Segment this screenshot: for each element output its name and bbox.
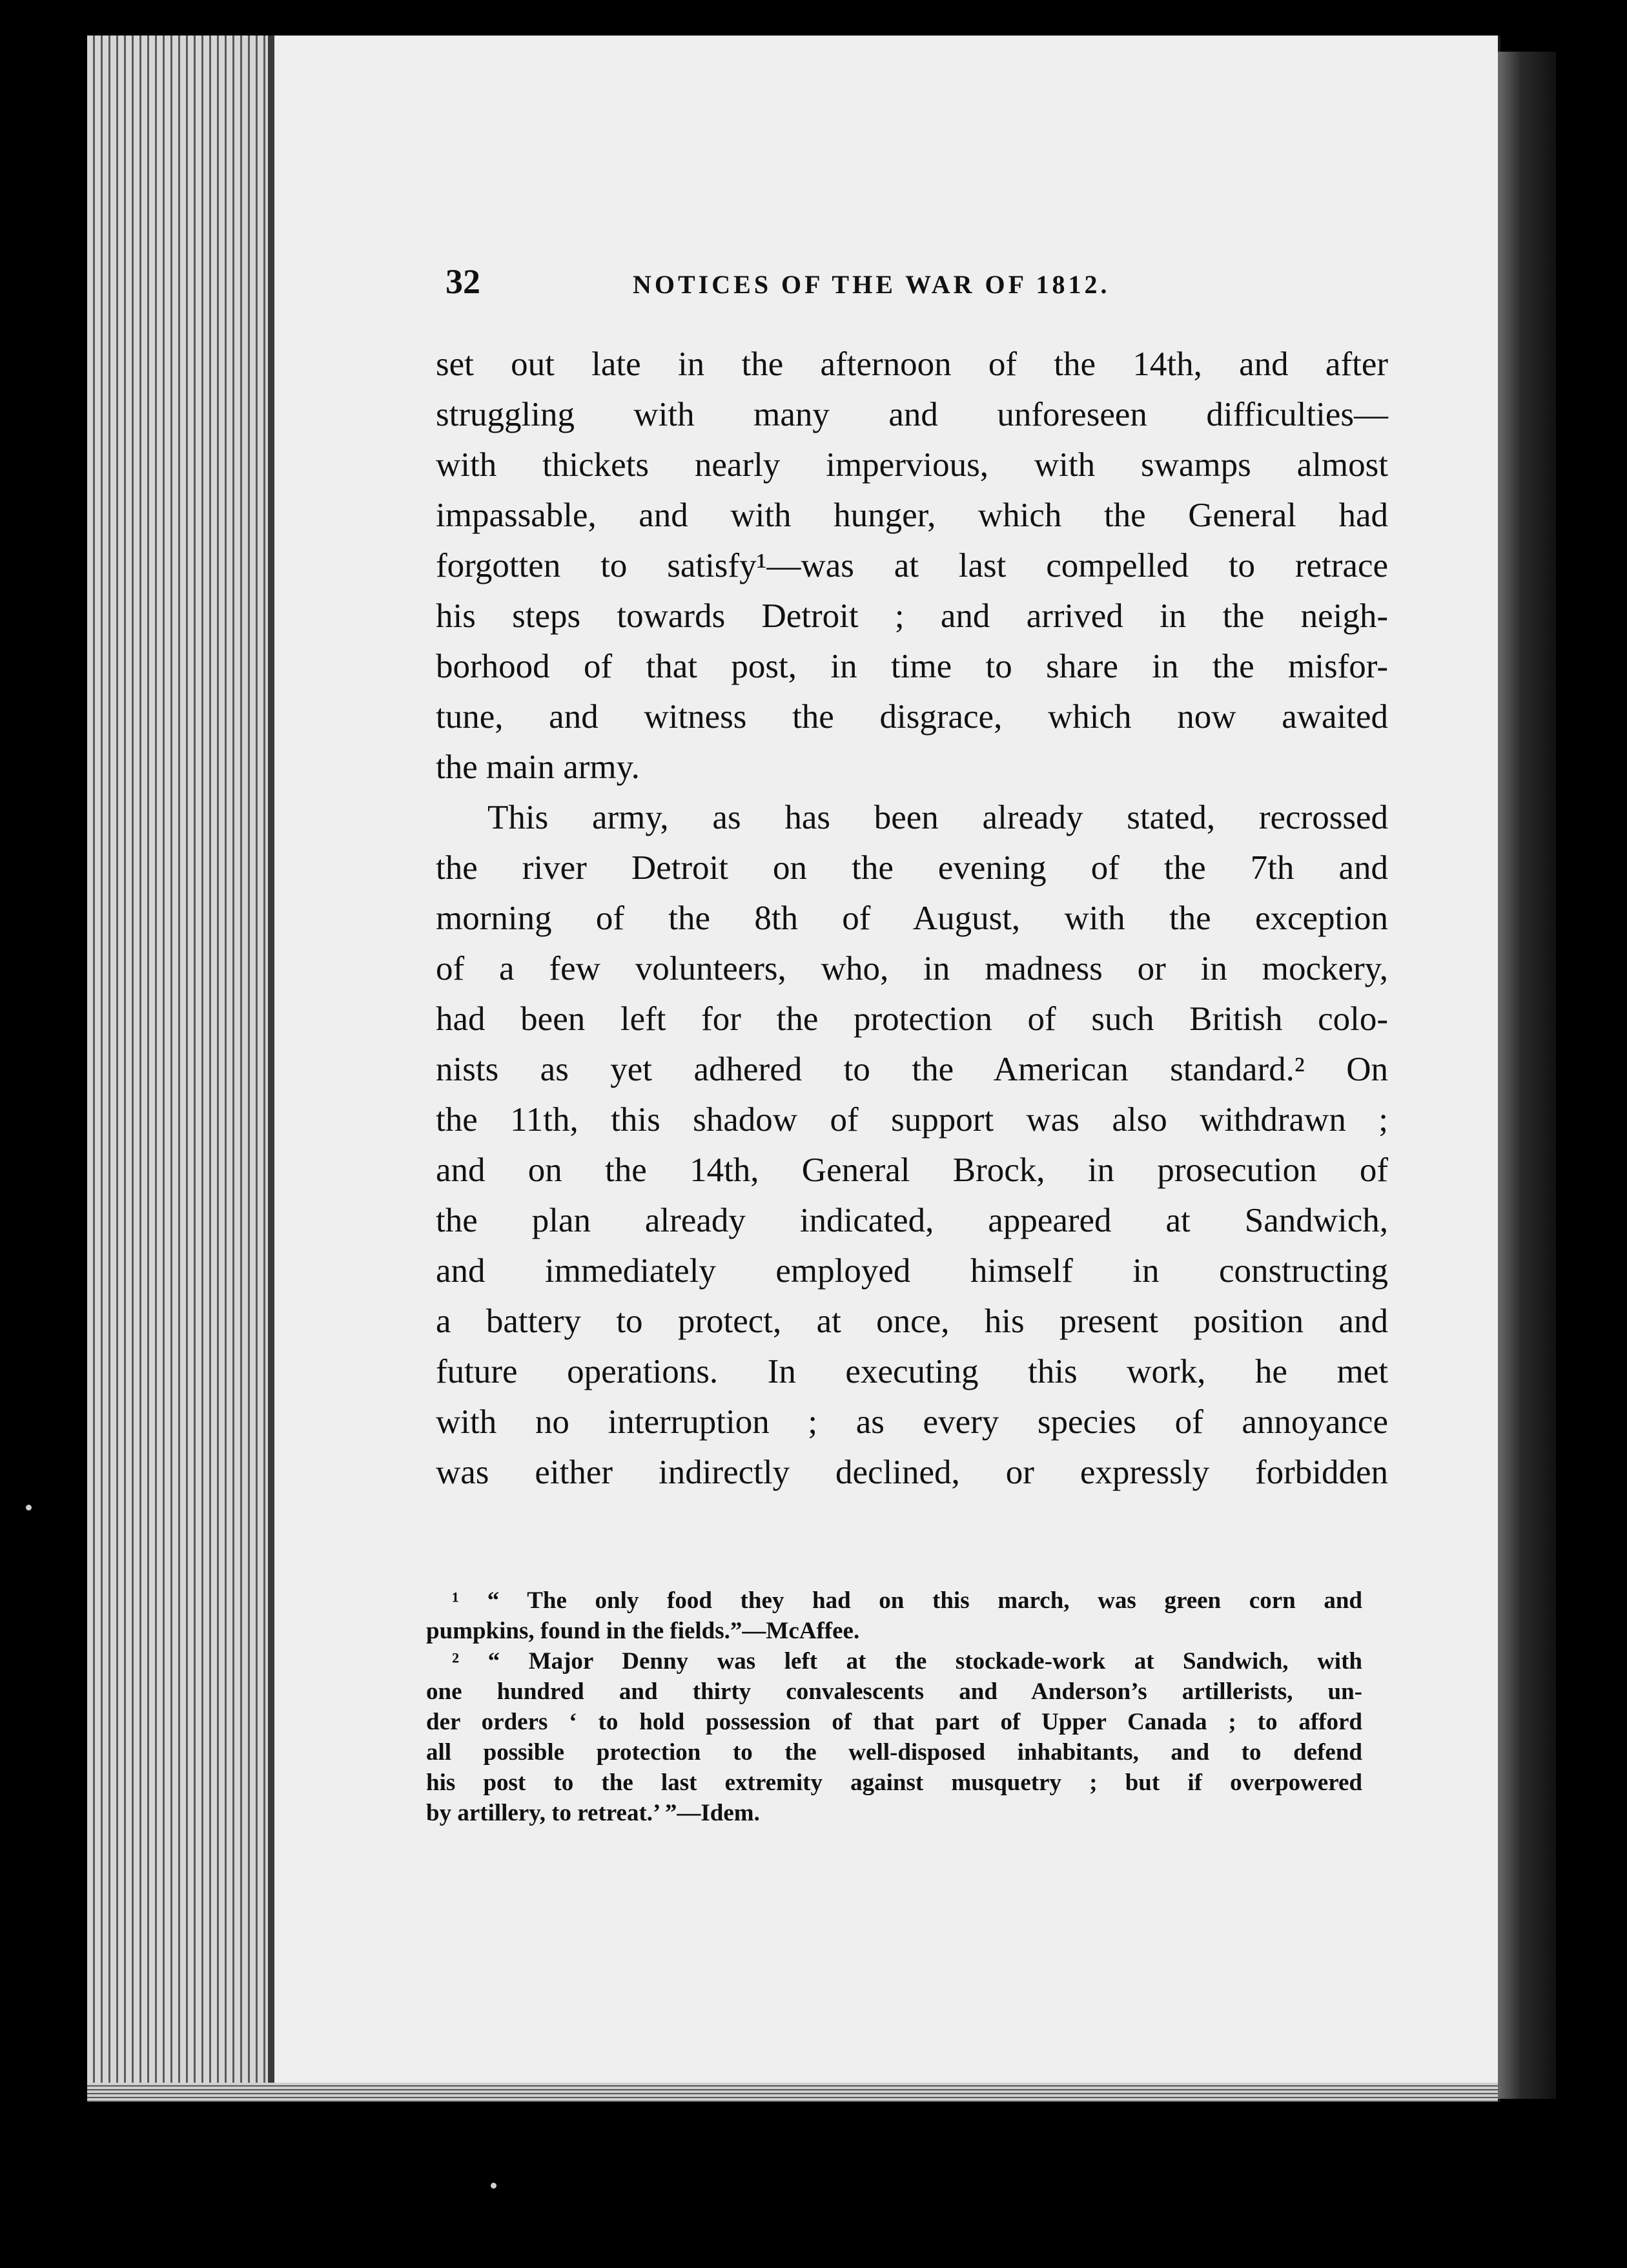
speck (26, 1505, 32, 1510)
page-number: 32 (445, 262, 480, 301)
running-title: NOTICES OF THE WAR OF 1812. (633, 270, 1110, 299)
text-line: the main army. (436, 748, 640, 786)
text-line: of a few volunteers, who, in madness or in mockery, (436, 950, 1388, 987)
footnote-line: all possible protection to the well-disposed inhabitants, and to defend (426, 1739, 1362, 1766)
text-line: a battery to protect, at once, his present position and (436, 1303, 1388, 1340)
text-line: struggling with many and unforeseen difficulties— (436, 396, 1388, 433)
footnote-line: der orders ‘ to hold possession of that part of Upper Canada ; to afford (426, 1709, 1362, 1735)
footnote-line: ² “ Major Denny was left at the stockade-work at Sandwich, with (452, 1648, 1362, 1675)
text-line: nists as yet adhered to the American standard.² On (436, 1051, 1388, 1088)
speck (491, 2183, 496, 2189)
text-line: had been left for the protection of such British colo- (436, 1000, 1388, 1038)
text-line: borhood of that post, in time to share in the misfor- (436, 648, 1388, 685)
page-header (445, 262, 1388, 313)
text-line: future operations. In executing this work, he met (436, 1353, 1388, 1390)
footnote-line: by artillery, to retreat.’ ”—Idem. (426, 1800, 760, 1826)
text-line: the 11th, this shadow of support was also withdrawn ; (436, 1101, 1388, 1139)
footnote-line: pumpkins, found in the fields.”—McAffee. (426, 1618, 860, 1644)
text-line: the plan already indicated, appeared at Sandwich, (436, 1202, 1388, 1239)
text-line: This army, as has been already stated, recrossed (487, 799, 1388, 836)
text-line: tune, and witness the disgrace, which now awaited (436, 698, 1388, 736)
text-line: impassable, and with hunger, which the General had (436, 497, 1388, 534)
footnote-line: one hundred and thirty convalescents and Anderson’s artillerists, un- (426, 1678, 1362, 1705)
text-line: set out late in the afternoon of the 14th, and after (436, 345, 1388, 383)
text-line: and on the 14th, General Brock, in prosecution of (436, 1151, 1388, 1189)
text-line: his steps towards Detroit ; and arrived in the neigh- (436, 597, 1388, 635)
page-edges (87, 36, 274, 2102)
text-line: morning of the 8th of August, with the exception (436, 900, 1388, 937)
binding-gutter (1498, 52, 1556, 2099)
footnote-line: his post to the last extremity against musquetry ; but if overpowered (426, 1769, 1362, 1796)
text-line: forgotten to satisfy¹—was at last compelled to retrace (436, 547, 1388, 584)
body-text (436, 339, 1388, 1498)
text-line: and immediately employed himself in constructing (436, 1252, 1388, 1290)
text-line: the river Detroit on the evening of the 7th and (436, 849, 1388, 887)
footnotes (426, 1585, 1362, 1828)
text-line: with no interruption ; as every species of annoyance (436, 1403, 1388, 1441)
text-line: was either indirectly declined, or expressly forbidden (436, 1454, 1388, 1491)
bottom-page-edges (87, 2083, 1498, 2102)
text-line: with thickets nearly impervious, with swamps almost (436, 446, 1388, 484)
footnote-line: ¹ “ The only food they had on this march, was green corn and (452, 1587, 1362, 1614)
page-edge-shadow (268, 36, 274, 2102)
